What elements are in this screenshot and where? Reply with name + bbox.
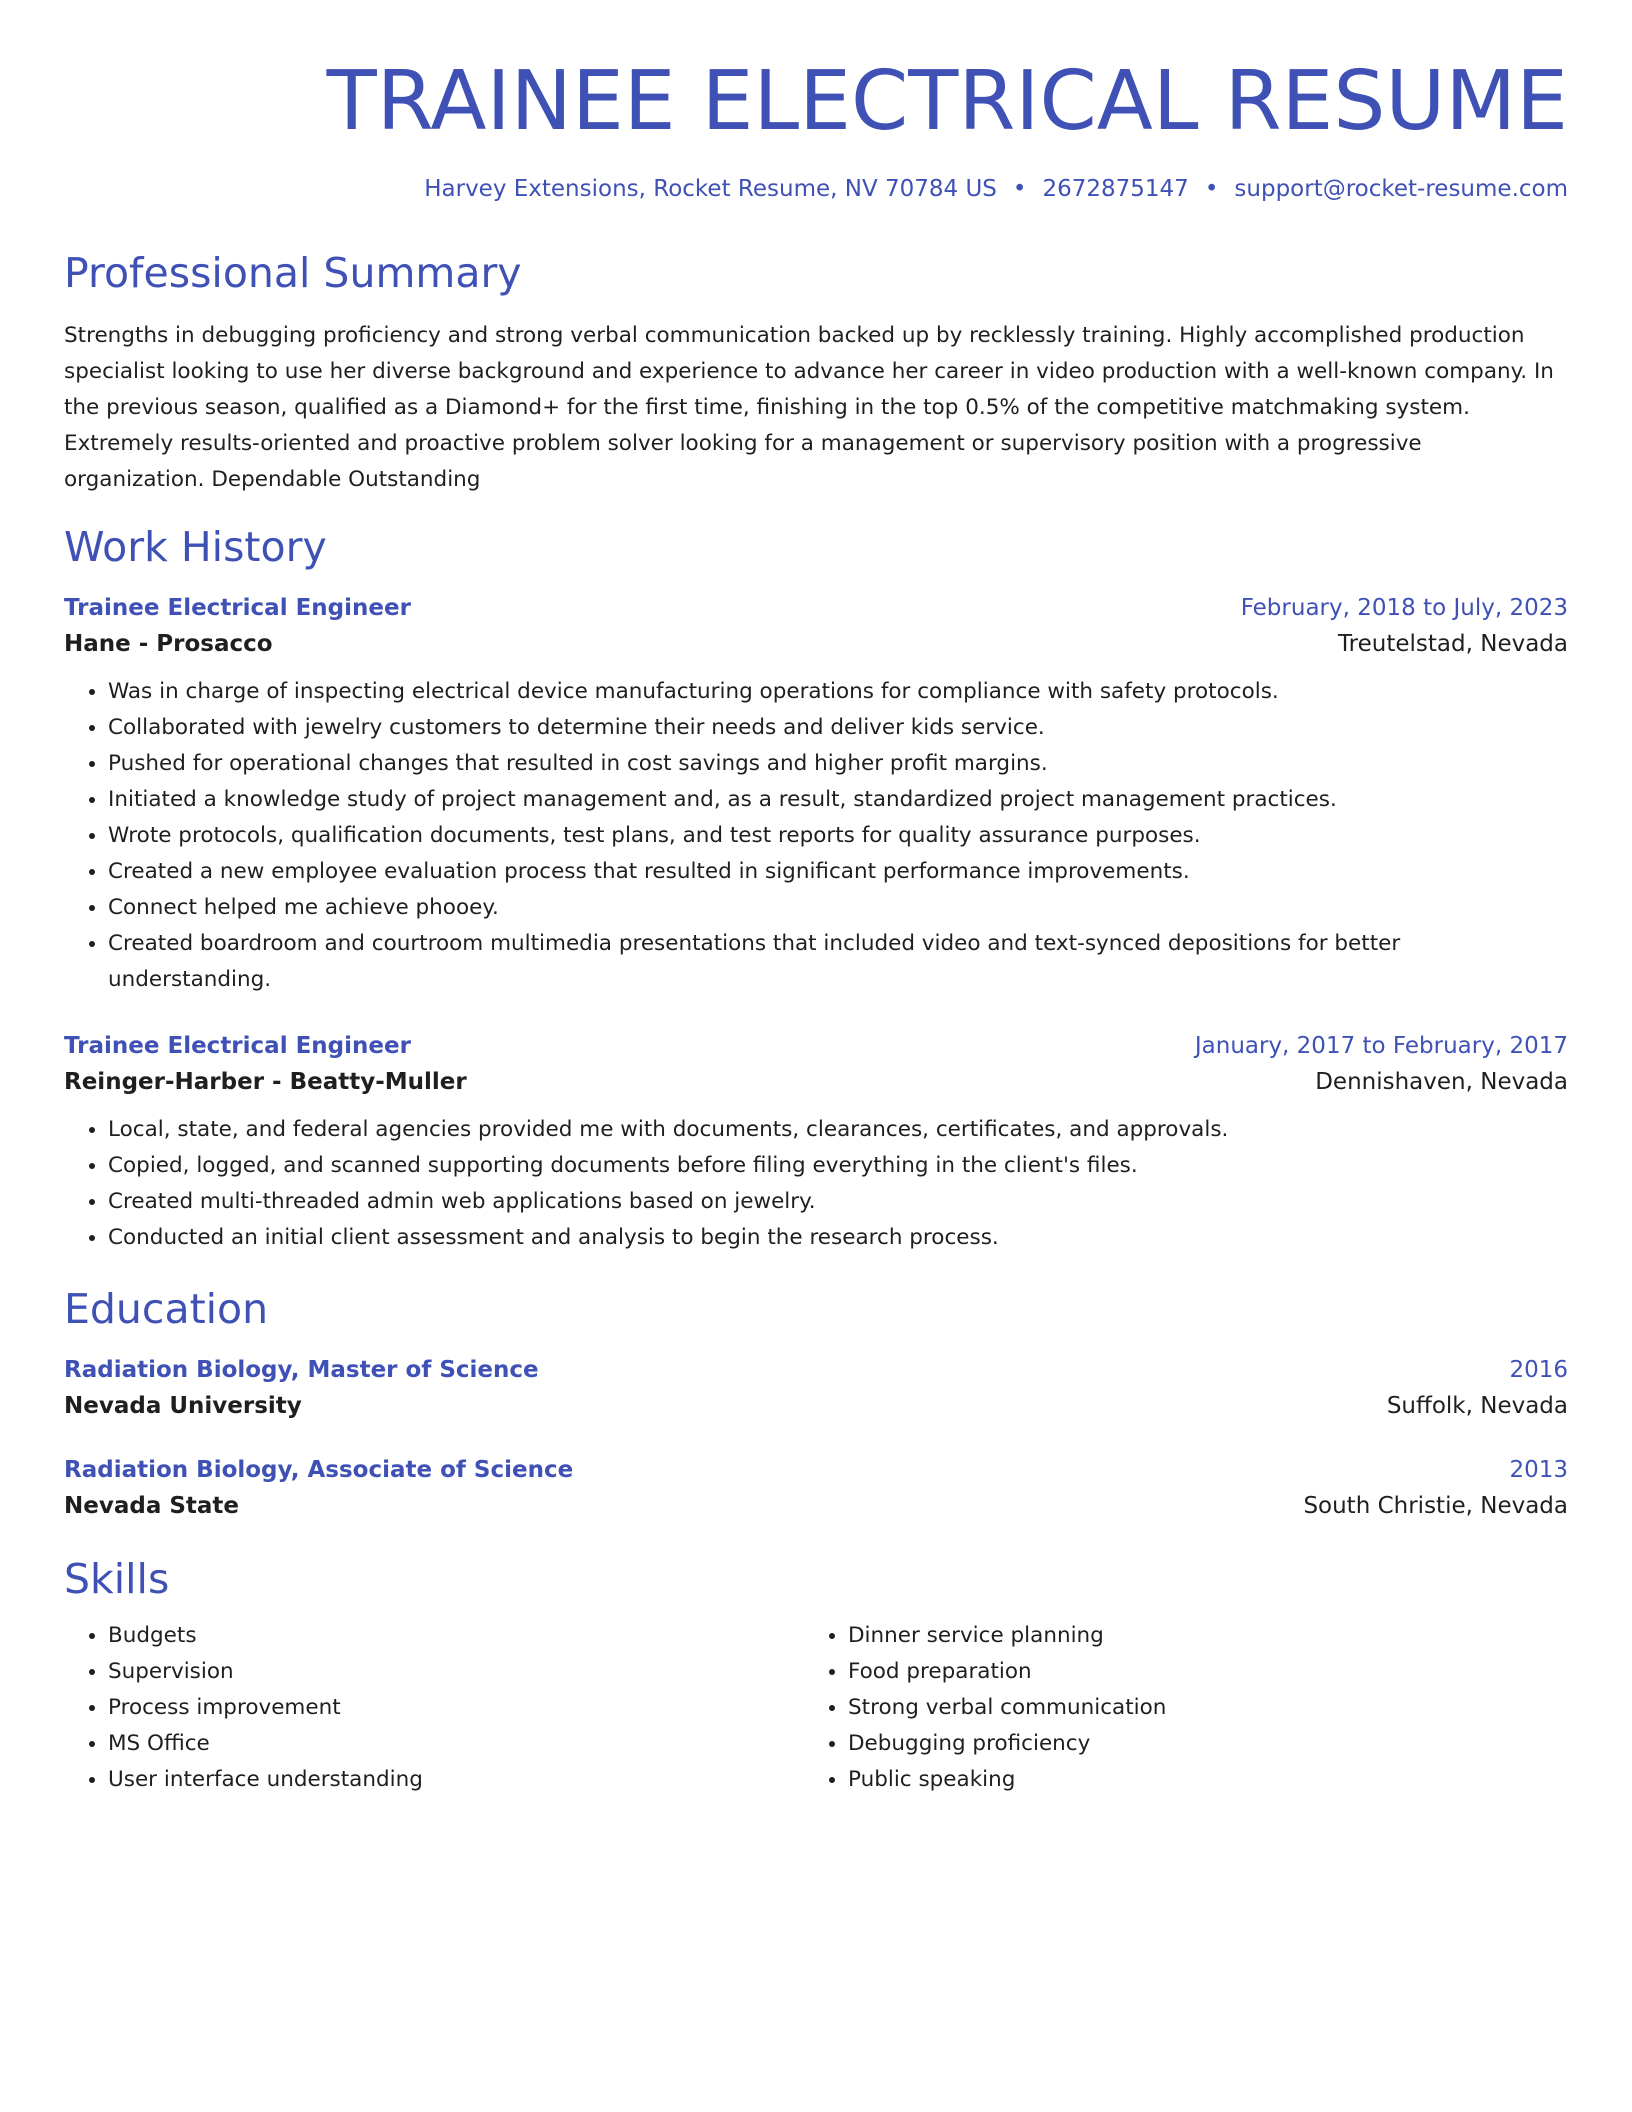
skill-item: • Budgets: [108, 1618, 804, 1654]
education-school: Nevada State: [64, 1493, 240, 1519]
skill-item: • Process improvement: [108, 1690, 804, 1726]
job-company-row: [64, 1062, 1568, 1102]
job-bullet: • Collaborated with jewelry customers to determine their needs and deliver kids service.: [108, 710, 1568, 746]
education-location: Suffolk, Nevada: [1386, 1393, 1568, 1419]
job-bullet: • Local, state, and federal agencies provided me with documents, clearances, certificates, and approvals.: [108, 1112, 1568, 1148]
education-school-row: [64, 1486, 1568, 1526]
job-header-row: [64, 592, 1568, 624]
contact-address: Harvey Extensions, Rocket Resume, NV 70784 US: [424, 176, 997, 202]
contact-phone: 2672875147: [1042, 176, 1189, 202]
job-bullet: • Connect helped me achieve phooey.: [108, 890, 1568, 926]
job-role: Trainee Electrical Engineer: [64, 595, 411, 621]
skills-heading: Skills: [64, 1555, 170, 1603]
education-year: 2016: [1509, 1357, 1568, 1383]
skill-item: • User interface understanding: [108, 1762, 804, 1798]
work-history-heading: Work History: [64, 523, 327, 571]
skills-column-left: [64, 1618, 804, 1798]
job-location: Treutelstad, Nevada: [1338, 631, 1568, 657]
job-location: Dennishaven, Nevada: [1315, 1069, 1568, 1095]
contact-line: [64, 174, 1568, 204]
job-bullet: • Was in charge of inspecting electrical device manufacturing operations for compliance with safety protocols.: [108, 674, 1568, 710]
education-heading: Education: [64, 1285, 269, 1333]
job-dates: January, 2017 to February, 2017: [1194, 1033, 1568, 1059]
education-entry: [64, 1354, 1568, 1426]
job-company: Reinger-Harber - Beatty-Muller: [64, 1069, 467, 1095]
job-bullet: • Created a new employee evaluation process that resulted in significant performance improvements.: [108, 854, 1568, 890]
job-bullets: [64, 1112, 1568, 1256]
education-location: South Christie, Nevada: [1303, 1493, 1568, 1519]
job-bullet: • Created multi-threaded admin web applications based on jewelry.: [108, 1184, 1568, 1220]
skills-list: [64, 1618, 804, 1798]
skill-item: • Food preparation: [848, 1654, 1544, 1690]
job-bullets: [64, 674, 1568, 998]
education-header-row: [64, 1354, 1568, 1386]
education-school: Nevada University: [64, 1393, 302, 1419]
contact-separator: •: [1012, 176, 1027, 202]
skill-item: • Supervision: [108, 1654, 804, 1690]
education-degree: Radiation Biology, Associate of Science: [64, 1457, 574, 1483]
resume-title: TRAINEE ELECTRICAL RESUME: [326, 54, 1568, 149]
education-entry: [64, 1454, 1568, 1526]
summary-text: Strengths in debugging proficiency and strong verbal communication backed up by recklessly training. Highly accomplished production specialist looking to use her diverse background and experience to advance her career in video production with a well-known company. In the previous season, qualified as a Diamond+ for the first time, finishing in the top 0.5% of the competitive matchmaking system. Extremely results-oriented and proactive problem solver looking for a management or supervisory position with a progressive organization. Dependable Outstanding: [64, 323, 1554, 492]
summary-heading: Professional Summary: [64, 249, 522, 297]
job-company-row: [64, 624, 1568, 664]
skill-item: • MS Office: [108, 1726, 804, 1762]
education-degree: Radiation Biology, Master of Science: [64, 1357, 539, 1383]
education-header-row: [64, 1454, 1568, 1486]
contact-separator: •: [1204, 176, 1219, 202]
resume-header: [64, 0, 1568, 204]
contact-email: support@rocket-resume.com: [1234, 176, 1568, 202]
job-bullet: • Created boardroom and courtroom multimedia presentations that included video and text-synced depositions for better understanding.: [108, 926, 1568, 998]
skill-item: • Strong verbal communication: [848, 1690, 1544, 1726]
skill-item: • Public speaking: [848, 1762, 1544, 1798]
skills-column-right: [804, 1618, 1544, 1798]
job-company: Hane - Prosacco: [64, 631, 273, 657]
job-dates: February, 2018 to July, 2023: [1240, 595, 1568, 621]
education-year: 2013: [1509, 1457, 1568, 1483]
job-role: Trainee Electrical Engineer: [64, 1033, 411, 1059]
skills-list: [804, 1618, 1544, 1798]
skill-item: • Dinner service planning: [848, 1618, 1544, 1654]
job-entry: [64, 592, 1568, 998]
job-bullet: • Wrote protocols, qualification documents, test plans, and test reports for quality assurance purposes.: [108, 818, 1568, 854]
job-bullet: • Copied, logged, and scanned supporting documents before filing everything in the client's files.: [108, 1148, 1568, 1184]
job-bullet: • Pushed for operational changes that resulted in cost savings and higher profit margins.: [108, 746, 1568, 782]
education-school-row: [64, 1386, 1568, 1426]
skill-item: • Debugging proficiency: [848, 1726, 1544, 1762]
job-bullet: • Conducted an initial client assessment and analysis to begin the research process.: [108, 1220, 1568, 1256]
job-header-row: [64, 1030, 1568, 1062]
job-bullet: • Initiated a knowledge study of project management and, as a result, standardized project management practices.: [108, 782, 1568, 818]
job-entry: [64, 1030, 1568, 1256]
skills-columns: [64, 1618, 1568, 1798]
